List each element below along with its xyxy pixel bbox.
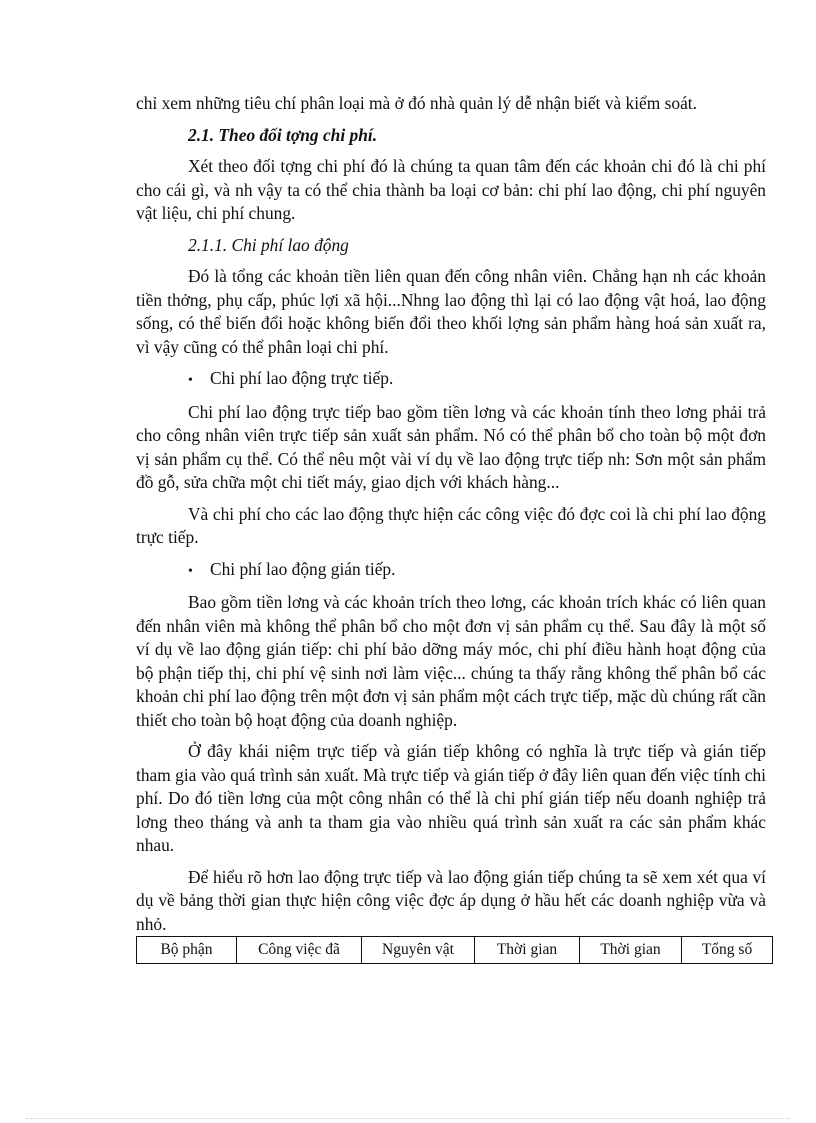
bullet-label: Chi phí lao động gián tiếp.: [210, 558, 396, 579]
table-header-cell: Nguyên vật: [362, 937, 475, 964]
table-header-cell: Thời gian: [580, 937, 682, 964]
intro-paragraph: chỉ xem những tiêu chí phân loại mà ở đó nhà quản lý dễ nhận biết và kiểm soát.: [136, 93, 697, 113]
bullet-label: Chi phí lao động trực tiếp.: [210, 368, 394, 388]
table-header-cell: Tổng số: [682, 937, 773, 964]
table-header-cell: Công việc đã: [237, 937, 362, 964]
section-heading-2-1-1: 2.1.1. Chi phí lao động: [188, 234, 349, 255]
time-table: [136, 936, 773, 964]
document-body: [136, 92, 766, 964]
table-header-row: [137, 937, 773, 964]
paragraph-2-1: Xét theo đối tợng chi phí đó là chúng ta quan tâm đến các khoản chi đó là chi phí cho cái gì, và nh vậy ta có thể chia thành ba loại cơ bản: chi phí lao động, chi phí nguyên vật liệu, chi phí chung.: [136, 156, 766, 223]
bullet-icon: •: [188, 373, 193, 388]
paragraph-indirect-labor-2: Ở đây khái niệm trực tiếp và gián tiếp không có nghĩa là trực tiếp và gián tiếp tham gia vào quá trình sản xuất. Mà trực tiếp và gián tiếp ở đây liên quan đến việc tính chi phí. Do đó tiền lơng của một công nhân có thể là chi phí gián tiếp nếu doanh nghiệp trả lơng theo tháng và anh ta tham gia vào nhiều quá trình sản xuất ra các sản phẩm khác nhau.: [136, 741, 766, 855]
bullet-direct-labor: [188, 367, 766, 393]
paragraph-direct-labor-2: Và chi phí cho các lao động thực hiện các công việc đó đợc coi là chi phí lao động trực tiếp.: [136, 503, 766, 547]
table-header-cell: Thời gian: [475, 937, 580, 964]
bullet-indirect-labor: [188, 558, 766, 584]
paragraph-example: Để hiểu rõ hơn lao động trực tiếp và lao động gián tiếp chúng ta sẽ xem xét qua ví dụ về bảng thời gian thực hiện công việc đợc áp dụng ở hầu hết các doanh nghiệp vừa và nhỏ.: [136, 866, 766, 934]
paragraph-direct-labor-1: Chi phí lao động trực tiếp bao gồm tiền lơng và các khoản tính theo lơng phải trả cho công nhân viên trực tiếp sản xuất sản phẩm. Nó có thể phân bổ cho toàn bộ một đơn vị sản phẩm cụ thể. Có thể nêu một vài ví dụ về lao động trực tiếp nh: Sơn một sản phẩm đồ gỗ, sửa chữa một chi tiết máy, giao dịch với khách hàng...: [136, 401, 766, 492]
paragraph-2-1-1: Đó là tổng các khoản tiền liên quan đến công nhân viên. Chẳng hạn nh các khoản tiền thởng, phụ cấp, phúc lợi xã hội...Nhng lao động thì lại có lao động vật hoá, lao động sống, có thể biến đổi hoặc không biến đổi theo khối lợng sản phẩm hàng hoá sản xuất ra, vì vậy cũng có thể phân loại chi phí.: [136, 266, 766, 357]
section-heading-2-1: 2.1. Theo đối tợng chi phí.: [188, 124, 378, 145]
paragraph-indirect-labor-1: Bao gồm tiền lơng và các khoản trích theo lơng, các khoản trích khác có liên quan đến nhân viên mà không thể phân bổ cho một đơn vị sản phẩm cụ thể. Sau đây là một số ví dụ về lao động gián tiếp: chi phí bảo dỡng máy móc, chi phí điều hành hoạt động của bộ phận tiếp thị, chi phí vệ sinh nơi làm việc... chúng ta thấy rằng không thể phân bổ các khoản chi phí lao động trên một đơn vị sản phẩm một cách trực tiếp, mặc dù chúng rất cần thiết cho toàn bộ hoạt động của doanh nghiệp.: [136, 592, 766, 730]
table-header-cell: Bộ phận: [137, 937, 237, 964]
bullet-icon: •: [188, 563, 193, 579]
page-footer-divider: [26, 1118, 790, 1119]
